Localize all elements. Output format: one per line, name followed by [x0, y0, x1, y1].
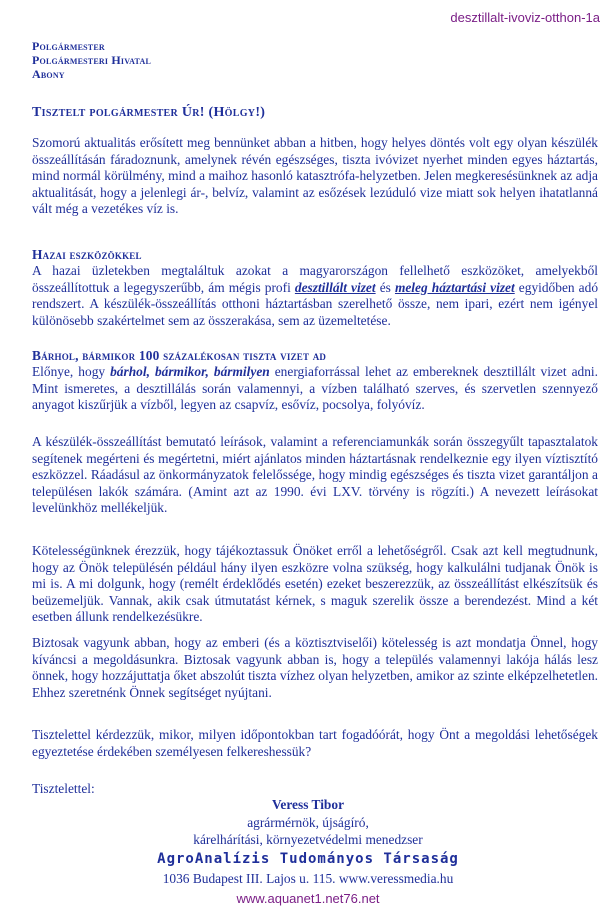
hot-water-emphasis: meleg háztartási vizet	[394, 279, 515, 295]
heading-hazai: Hazai eszközökkel	[32, 247, 142, 262]
website-link[interactable]: www.aquanet1.net76.net	[236, 891, 380, 906]
greeting: Tisztelt polgármester Úr! (Hölgy!)	[32, 105, 266, 120]
recipient-line-2: Polgármesteri Hivatal	[32, 53, 151, 67]
paragraph-4: A készülék-összeállítást bemutató leírások, valamint a referenciamunkák során összegyűlt tapasztalatok segítenek megérteni és megértetni, miért ajánlatos minden háztartásnak rendelkeznie egy ilyen víztisztító eszközzel. Ráadásul az önkormányzatok felelőssége, hogy mindig egészséges és tiszta vizet garantáljon a településen lakók számára. (Amint azt az 1990. évi LXV. törvény is rögzíti.) A nevezett leírásokat levelünkhöz mellékeljük.	[32, 434, 598, 516]
heading-barhol: Bárhol, bármikor 100 százalékosan tiszta vizet ad	[32, 348, 327, 363]
paragraph-3-a: Előnye, hogy	[32, 364, 111, 379]
document-reference: desztillalt-ivoviz-otthon-1a	[450, 10, 600, 25]
signature-title-2: kárelhárítási, környezetvédelmi menedzser	[193, 832, 423, 847]
paragraph-2-a: A hazai üzletekben megtaláltuk azokat a magyarországon fellelhető eszközöket, amelyekből összeállítottuk a legegyszerűbb, ám mégis profi	[32, 263, 598, 295]
recipient-address	[32, 39, 151, 81]
paragraph-7: Tisztelettel kérdezzük, mikor, milyen időpontokban tart fogadóórát, hogy Önt a megoldási lehetőségek egyeztetése érdekében személyesen felkereshessük?	[32, 727, 598, 759]
paragraph-2	[32, 263, 598, 329]
paragraph-3	[32, 364, 598, 414]
paragraph-2-b: és	[375, 279, 395, 295]
organization-name: AgroAnalízis Tudományos Társaság	[157, 851, 459, 867]
signature-title-1: agrármérnök, újságíró,	[247, 815, 369, 830]
distilled-water-emphasis: desztillált vizet	[294, 279, 376, 295]
anywhere-emphasis: bárhol, bármikor, bármilyen	[110, 364, 270, 379]
recipient-line-3: Abony	[32, 67, 65, 81]
paragraph-2-c: egyidőben adó rendszert. A készülék-összeállítás otthoni háztartásban szerelhető össze, nem ipari, ezért nem igényel különösebb szakértelmet sem az összerakása, sem az üzemeltetése.	[32, 279, 599, 328]
paragraph-3-b: energiaforrással lehet az embereknek desztillált vizet adni. Mint ismeretes, a desztillálás során valamennyi, a vízben található szerves, és szervetlen szennyező anyagot kiszűrjük a vízből, legyen az csapvíz, esővíz, pocsolya, folyóvíz.	[32, 364, 598, 413]
organization-address: 1036 Budapest III. Lajos u. 115. www.veressmedia.hu	[162, 871, 454, 886]
paragraph-1: Szomorú aktualitás erősített meg bennünket abban a hitben, hogy helyes döntés volt egy olyan készülék összeállításán fáradoznunk, amelynek révén egészséges, tiszta ivóvizet nyerhet minden egyes háztartás, mind normál körülmény, mind a maihoz hasonló katasztrófa-helyzetben. Jelen megkeresésünknek az adja aktualitását, hogy a jelenlegi ár-, belvíz, valamint az esőzések lezúduló vize miatt sok helyen ihatatlanná vált még a vezetékes víz is.	[32, 135, 598, 217]
signature-name: Veress Tibor	[271, 797, 345, 812]
paragraph-5: Kötelességünknek érezzük, hogy tájékoztassuk Önöket erről a lehetőségről. Csak azt kell megtudnunk, hogy az Önök településén például hány ilyen eszközre volna szükség, hogy kalkulálni tudjanak Önök is mi is. A mi dolgunk, hogy (remélt érdeklődés esetén) ezeket beszerezzük, az összeállítást elkészítsük és beüzemeljük. Vannak, akik csak útmutatást kérnek, s maguk szerelik össze a berendezést. Mind a két esetben állunk rendelkezésükre.	[32, 543, 598, 625]
recipient-line-1: Polgármester	[32, 39, 105, 53]
paragraph-6: Biztosak vagyunk abban, hogy az emberi (és a köztisztviselői) kötelesség is azt mondatja Önnel, hogy kíváncsi a megoldásunkra. Biztosak vagyunk abban is, hogy a település valamennyi lakója hálás lesz önnek, hogy hozzájuttatja őket abszolút tiszta vízhez olyan helyzetben, amikor az szinte elképzelhetetlen. Ehhez szeretnénk Önnek segítséget nyújtani.	[32, 635, 598, 700]
closing: Tisztelettel:	[32, 781, 95, 796]
